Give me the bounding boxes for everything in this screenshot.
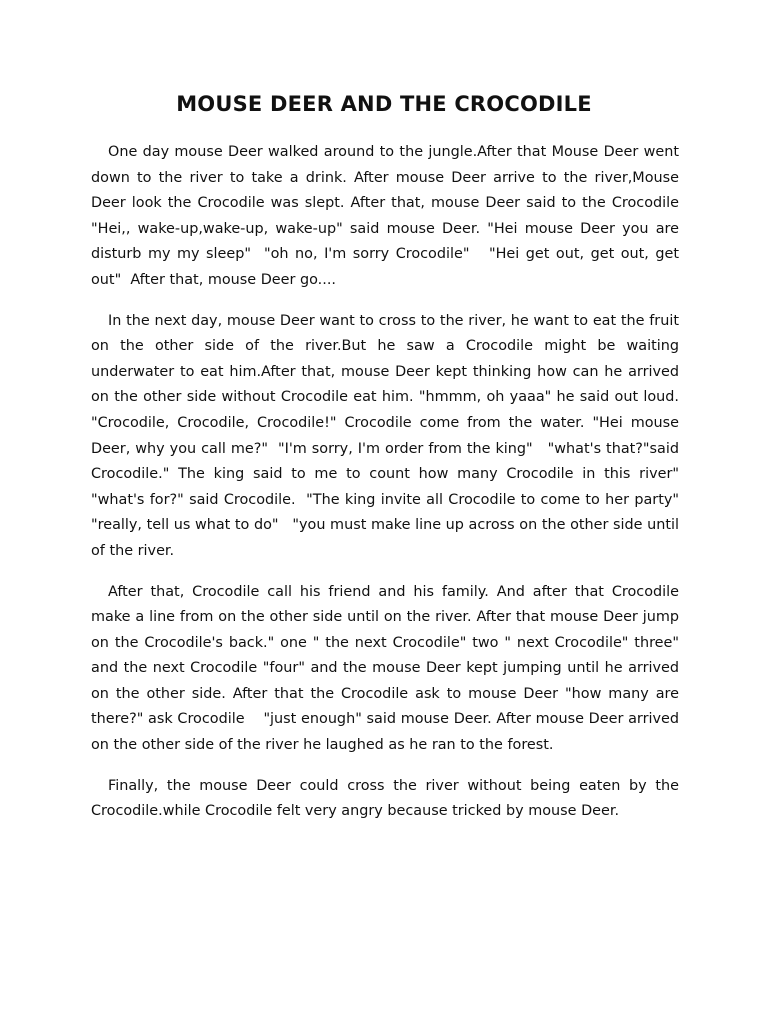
paragraph-2: In the next day, mouse Deer want to cross to the river, he want to eat the fruit on the other side of the river.But he saw a Crocodile might be waiting underwater to eat him.After that, mouse Deer kept thinking how can he arrived on the other side without Crocodile eat him. "hmmm, oh yaaa" he said out loud. "Crocodile, Crocodile, Crocodile!" Crocodile come from the water. "Hei mouse Deer, why you call me?" "I'm sorry, I'm order from the king" "what's that?"said Crocodile." The king said to me to count how many Crocodile in this river" "what's for?" said Crocodile. "The king invite all Crocodile to come to her party" "really, tell us what to do" "you must make line up across on the other side until of the river. <box>91 312 693 559</box>
document-title: MOUSE DEER AND THE CROCODILE <box>176 92 592 116</box>
paragraph-3: After that, Crocodile call his friend and his family. And after that Crocodile make a line from on the other side until on the river. After that mouse Deer jump on the Crocodile's back." one " the next Crocodile" two " next Crocodile" three" and the next Crocodile "four" and the mouse Deer kept jumping until he arrived on the other side. After that the Crocodile ask to mouse Deer "how many are there?" ask Crocodile "just enough" said mouse Deer. After mouse Deer arrived on the other side of the river he laughed as he ran to the forest. <box>91 583 684 754</box>
document-body <box>91 140 693 840</box>
paragraph-4: Finally, the mouse Deer could cross the river without being eaten by the Crocodile.while Crocodile felt very angry because tricked by mouse Deer. <box>91 777 684 820</box>
paragraph-1: One day mouse Deer walked around to the jungle.After that Mouse Deer went down to the river to take a drink. After mouse Deer arrive to the river,Mouse Deer look the Crocodile was slept. After that, mouse Deer said to the Crocodile "Hei,, wake-up,wake-up, wake-up" said mouse Deer. "Hei mouse Deer you are disturb my my sleep" "oh no, I'm sorry Crocodile" "Hei get out, get out, get out" After that, mouse Deer go.... <box>91 144 684 288</box>
